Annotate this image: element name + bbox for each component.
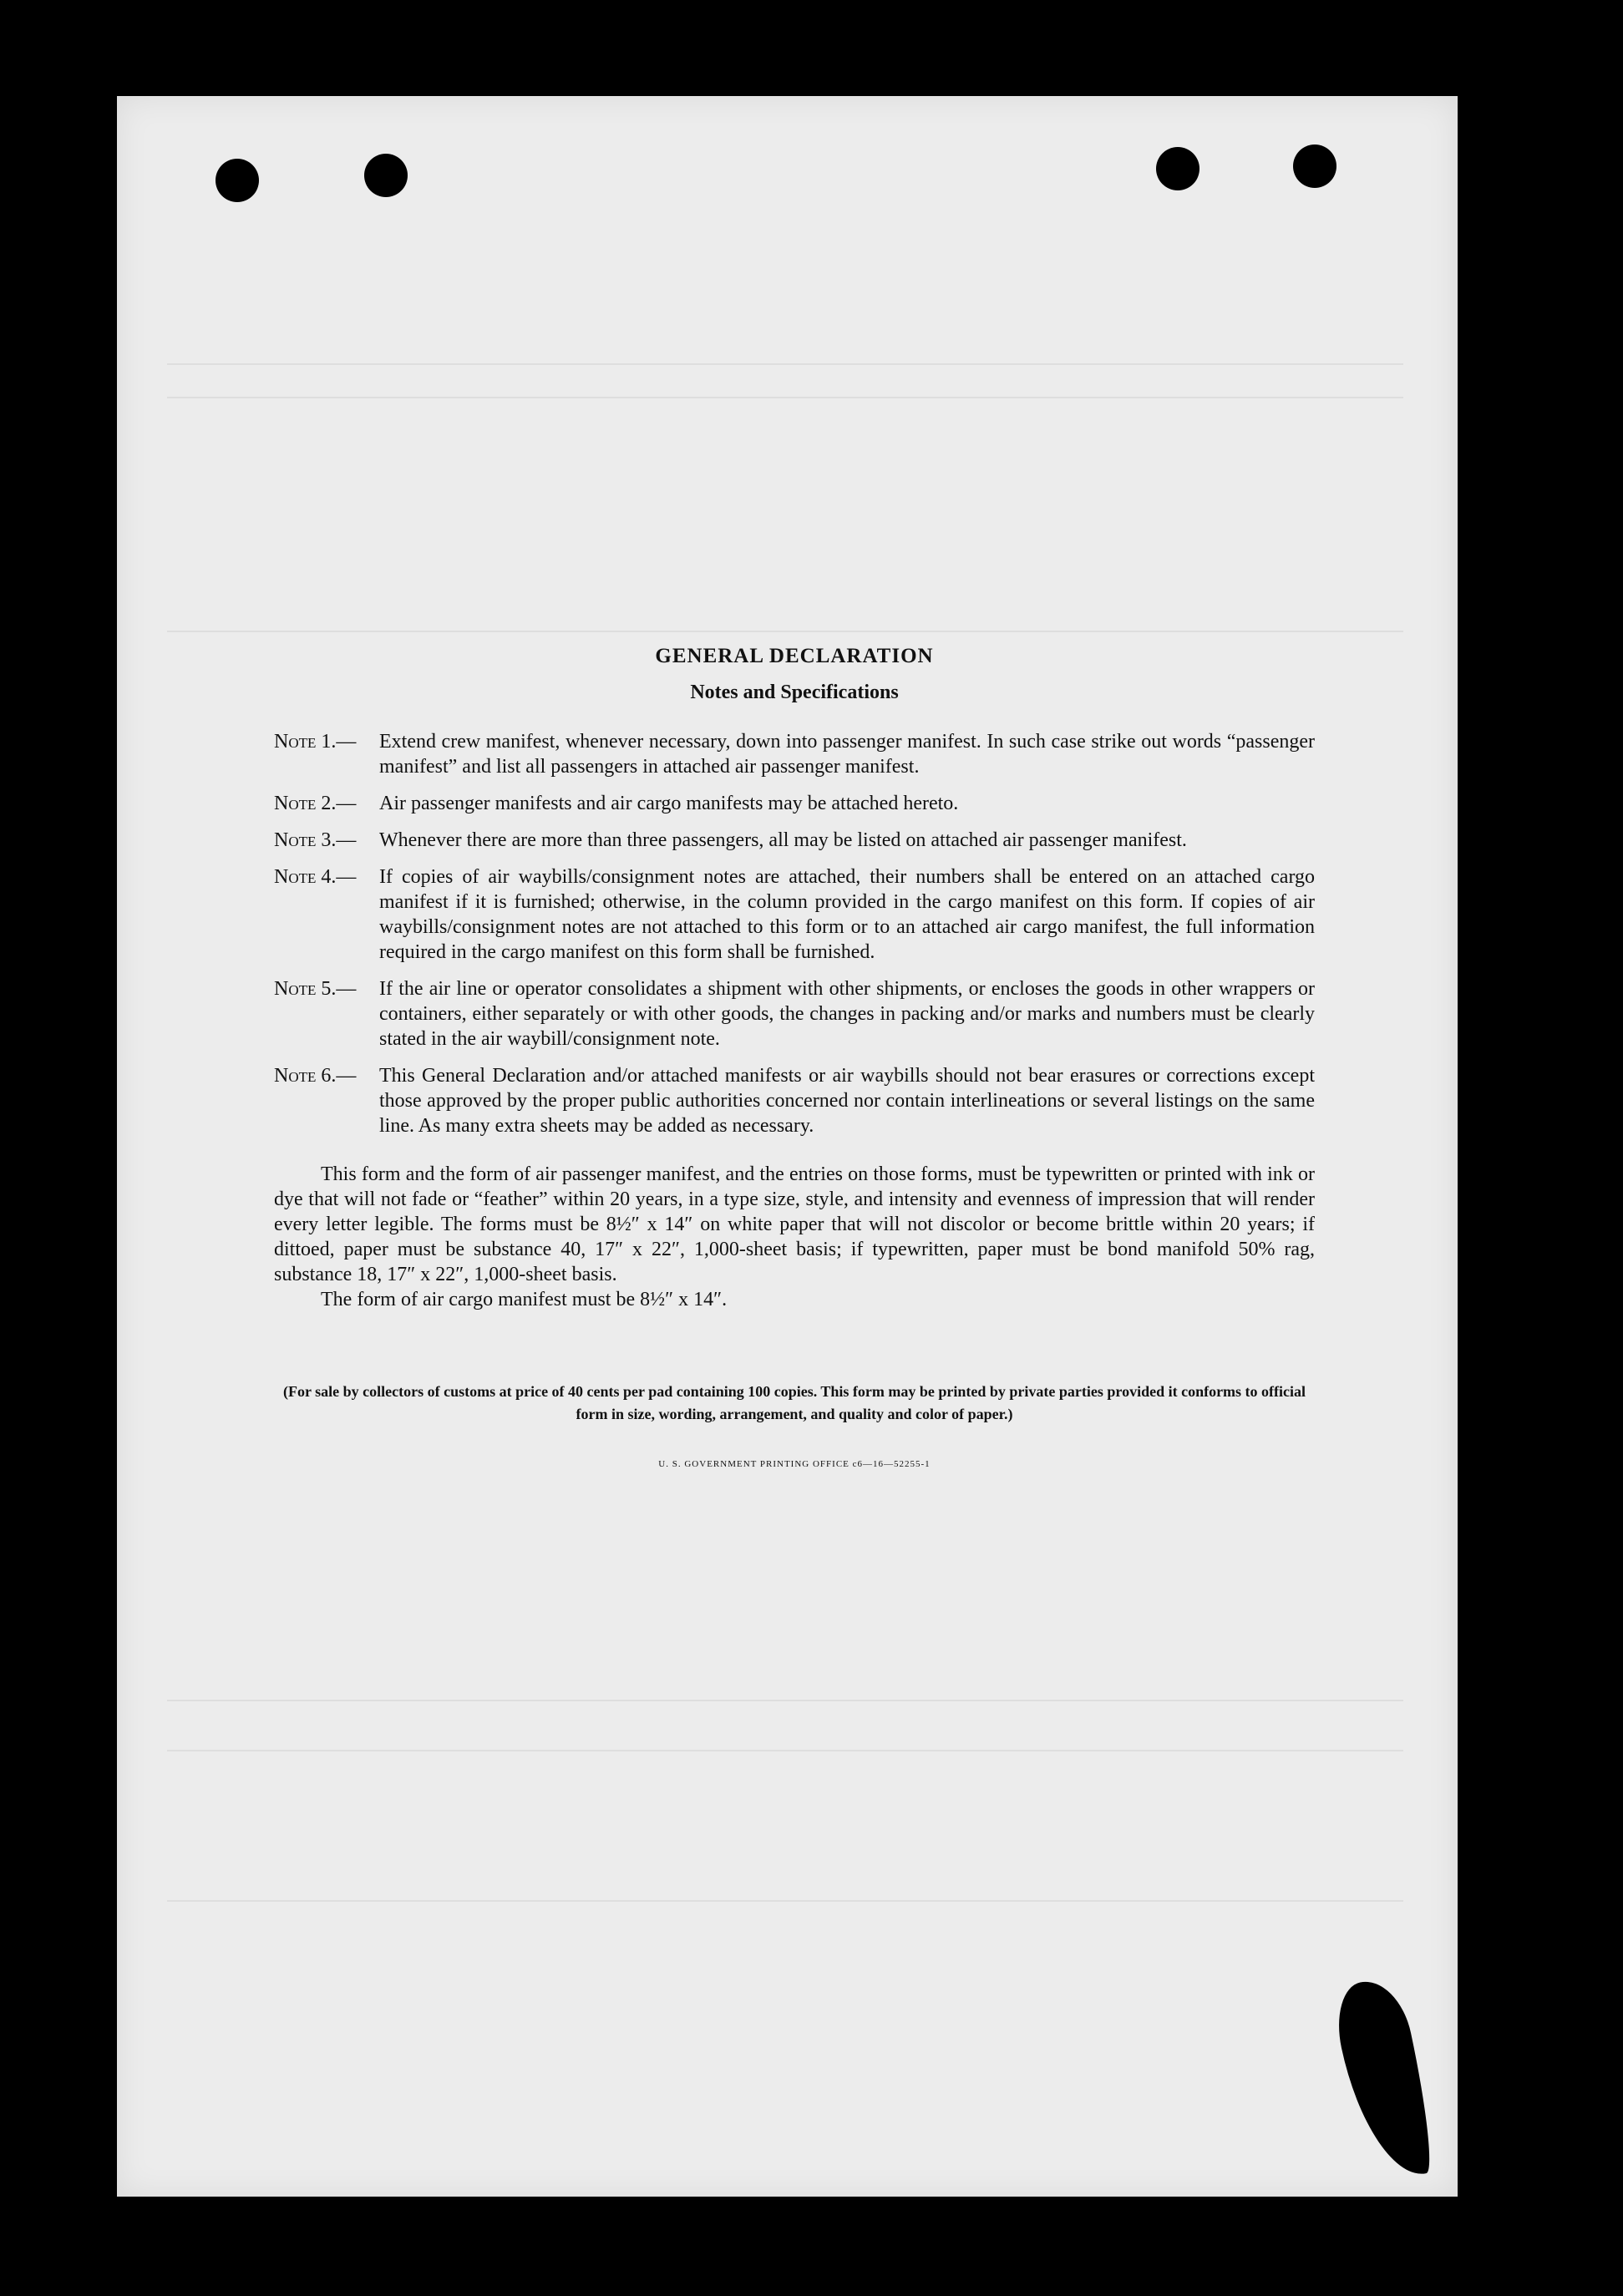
note-text: If copies of air waybills/consignment notes are attached, their numbers shall be entered on an attached cargo manifest if it is furnished; otherwise, in the column provided in the cargo manifest on this form. If copies of air waybills/consignment notes are not attached to this form or to an attached air cargo manifest, the full information required in the cargo manifest on this form shall be furnished. — [379, 866, 1315, 963]
note-label: Note 4.— — [274, 866, 357, 888]
page-subtitle: Notes and Specifications — [690, 682, 899, 703]
note-text: Whenever there are more than three passengers, all may be listed on attached air passenger manifest. — [379, 829, 1187, 851]
printer-imprint: U. S. GOVERNMENT PRINTING OFFICE c6—16—52255-1 — [658, 1459, 931, 1469]
note-text: Air passenger manifests and air cargo manifests may be attached hereto. — [379, 793, 959, 814]
note-5 — [274, 976, 1315, 1052]
note-3 — [274, 828, 1315, 853]
note-label: Note 1.— — [274, 731, 357, 753]
note-4 — [274, 864, 1315, 965]
form-specification-paragraph: This form and the form of air passenger manifest, and the entries on those forms, must be typewritten or printed with ink or dye that will not fade or “feather” within 20 years, in a type size, style, and intensity and evenness of impression that will render every letter legible. The forms must be 8½″ x 14″ on white paper that will not discolor or become brittle within 20 years; if dittoed, paper must be substance 40, 17″ x 22″, 1,000-sheet basis; if typewritten, paper must be bond manifold 50% rag, substance 18, 17″ x 22″, 1,000-sheet basis. — [274, 1163, 1315, 1285]
page-title: GENERAL DECLARATION — [655, 645, 934, 667]
bleed-through-rule — [167, 1700, 1403, 1701]
bleed-through-rule — [167, 1750, 1403, 1751]
note-2 — [274, 791, 1315, 816]
punch-hole — [364, 154, 408, 197]
bleed-through-rule — [167, 363, 1403, 365]
note-1 — [274, 729, 1315, 779]
declaration-notes — [274, 645, 1315, 1469]
bleed-through-rule — [167, 397, 1403, 398]
bleed-through-rule — [167, 631, 1403, 632]
punch-hole — [1293, 144, 1336, 188]
punch-hole — [216, 159, 259, 202]
note-label: Note 3.— — [274, 829, 357, 851]
note-text: If the air line or operator consolidates a shipment with other shipments, or encloses the goods in other wrappers or containers, either separately or with other goods, the changes in packing and/or marks and numbers must be clearly stated in the air waybill/consignment note. — [379, 978, 1315, 1050]
note-6 — [274, 1063, 1315, 1138]
bleed-through-rule — [167, 1900, 1403, 1902]
note-text: Extend crew manifest, whenever necessary, down into passenger manifest. In such case strike out words “passenger manifest” and list all passengers in attached air passenger manifest. — [379, 731, 1315, 778]
note-text: This General Declaration and/or attached manifests or air waybills should not bear erasures or corrections except those approved by the proper public authorities concerned nor contain interlineations or several listings on the same line. As many extra sheets may be added as necessary. — [379, 1065, 1315, 1137]
sale-notice: (For sale by collectors of customs at price of 40 cents per pad containing 100 copies. This form may be printed by private parties provided it conforms to official form in size, wording, arrangement, and quality and color of paper.) — [282, 1383, 1306, 1422]
note-label: Note 2.— — [274, 793, 357, 814]
punch-hole — [1156, 147, 1199, 190]
note-label: Note 6.— — [274, 1065, 357, 1087]
note-label: Note 5.— — [274, 978, 357, 1000]
cargo-form-line: The form of air cargo manifest must be 8½″ x 14″. — [321, 1289, 728, 1310]
